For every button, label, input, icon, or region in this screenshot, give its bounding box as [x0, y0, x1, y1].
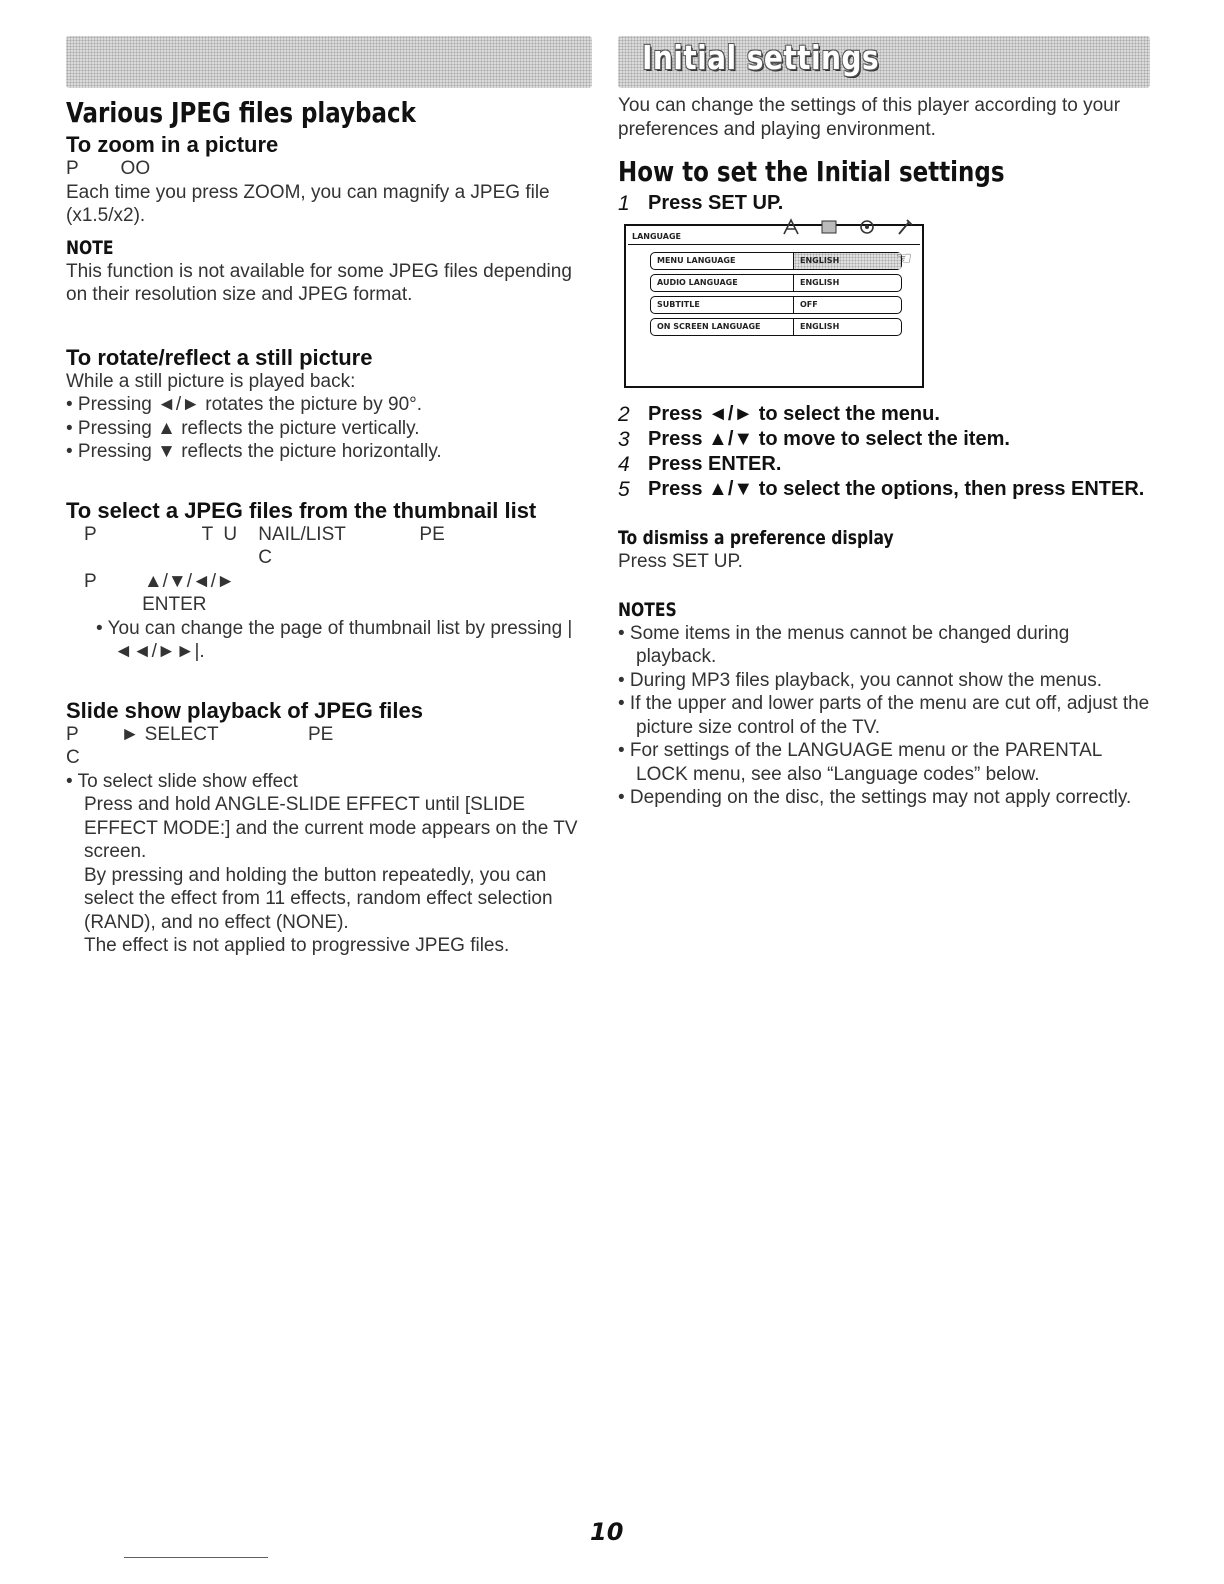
section-title-jpeg: Various JPEG files playback: [66, 96, 416, 129]
slide-bullet: • To select slide show effect: [66, 770, 298, 792]
notes-bullet: • If the upper and lower parts of the menu are cut off, adjust the picture size control of the TV.: [618, 693, 1150, 738]
zoom-heading: To zoom in a picture: [66, 132, 279, 157]
osd-tab-line: [628, 244, 920, 245]
step-number: 5: [618, 478, 630, 501]
osd-row-label: AUDIO LANGUAGE: [651, 275, 794, 291]
dismiss-body: Press SET UP.: [618, 551, 743, 572]
osd-row-label: ON SCREEN LANGUAGE: [651, 319, 794, 335]
step-5: [618, 477, 1150, 502]
step-text: Press ▲/▼ to move to select the item.: [648, 428, 1010, 450]
thumbnail-bullet: • You can change the page of thumbnail list by pressing |◄◄/►►|.: [96, 617, 573, 662]
osd-row-on-screen-language: [650, 318, 902, 336]
setup-icon: [894, 216, 916, 238]
slide-paragraph: By pressing and holding the button repeatedly, you can select the effect from 11 effects, random effect selection (RAND), and no effect (NONE).: [84, 864, 553, 933]
step-1: [618, 191, 1150, 216]
step-text: Press ◄/► to select the menu.: [648, 403, 940, 425]
thumbnail-fragment: P ▲/▼/◄/►: [84, 570, 235, 592]
rotate-bullet: • Pressing ◄/► rotates the picture by 90°.: [66, 394, 423, 415]
rotate-intro: While a still picture is played back:: [66, 370, 356, 392]
osd-tab-label: LANGUAGE: [632, 232, 682, 241]
osd-row-value: ENGLISH: [800, 278, 840, 287]
osd-row-menu-language: [650, 252, 902, 270]
left-banner: [66, 36, 592, 88]
osd-row-value: ENGLISH: [794, 253, 901, 269]
step-4: [618, 452, 1150, 477]
zoom-body: Each time you press ZOOM, you can magnify a JPEG file (x1.5/x2).: [66, 181, 550, 226]
note-heading: NOTE: [66, 236, 114, 259]
slide-fragment: C: [66, 747, 80, 768]
osd-row-label: MENU LANGUAGE: [651, 253, 794, 269]
note-body: This function is not available for some JPEG files depending on their resolution size and JPEG format.: [66, 260, 572, 305]
step-number: 2: [618, 403, 630, 426]
osd-row-value: ENGLISH: [800, 322, 840, 331]
intro-text: You can change the settings of this player according to your preferences and playing environment.: [618, 95, 1121, 140]
thumbnail-fragment: P T U NAIL/LIST PE: [84, 523, 445, 545]
section-title-initial: How to set the Initial settings: [618, 155, 1005, 188]
osd-row-audio-language: [650, 274, 902, 292]
slide-heading: Slide show playback of JPEG files: [66, 697, 424, 723]
slide-fragment: P ► SELECT PE: [66, 723, 334, 745]
step-text: Press SET UP.: [648, 192, 784, 214]
notes-heading: NOTES: [618, 598, 677, 621]
picture-icon: [818, 216, 840, 238]
slide-paragraph: The effect is not applied to progressive JPEG files.: [84, 935, 510, 956]
pointer-cursor-icon: ☜: [896, 248, 913, 268]
right-column: [618, 36, 1150, 810]
footer-rule: [124, 1557, 268, 1558]
thumbnail-heading: To select a JPEG files from the thumbnail list: [66, 497, 537, 523]
rotate-heading: To rotate/reflect a still picture: [66, 344, 373, 370]
notes-bullet: • During MP3 files playback, you cannot show the menus.: [618, 669, 1103, 691]
slide-paragraph: Press and hold ANGLE-SLIDE EFFECT until [SLIDE EFFECT MODE:] and the current mode appears on the TV screen.: [84, 794, 578, 862]
step-text: Press ▲/▼ to select the options, then press ENTER.: [648, 478, 1145, 500]
notes-bullet: • For settings of the LANGUAGE menu or the PARENTAL LOCK menu, see also “Language codes” below.: [618, 740, 1102, 785]
osd-row-subtitle: [650, 296, 902, 314]
thumbnail-fragment: ENTER: [84, 594, 207, 615]
dismiss-heading: To dismiss a preference display: [618, 527, 894, 549]
initial-settings-banner: [618, 36, 1150, 88]
step-number: 3: [618, 428, 630, 451]
osd-row-label: SUBTITLE: [651, 297, 794, 313]
step-2: [618, 402, 1150, 427]
parental-icon: [856, 216, 878, 238]
notes-bullet: • Depending on the disc, the settings may not apply correctly.: [618, 787, 1132, 808]
step-3: [618, 427, 1150, 452]
rotate-bullet: • Pressing ▼ reflects the picture horizontally.: [66, 441, 442, 462]
osd-row-value: OFF: [800, 300, 818, 309]
zoom-fragment: P OO: [66, 158, 151, 179]
setup-menu-screen: [624, 224, 924, 388]
page-number: 10: [590, 1518, 624, 1546]
thumbnail-fragment: C: [84, 547, 272, 568]
rotate-bullet: • Pressing ▲ reflects the picture vertically.: [66, 417, 420, 439]
banner-title: Initial settings: [642, 38, 880, 77]
left-column: [66, 36, 592, 958]
step-text: Press ENTER.: [648, 453, 782, 475]
notes-bullet: • Some items in the menus cannot be changed during playback.: [618, 622, 1070, 667]
language-icon: [780, 216, 802, 238]
step-number: 1: [618, 192, 630, 215]
step-number: 4: [618, 453, 630, 476]
osd-icon-bar: [780, 216, 916, 238]
